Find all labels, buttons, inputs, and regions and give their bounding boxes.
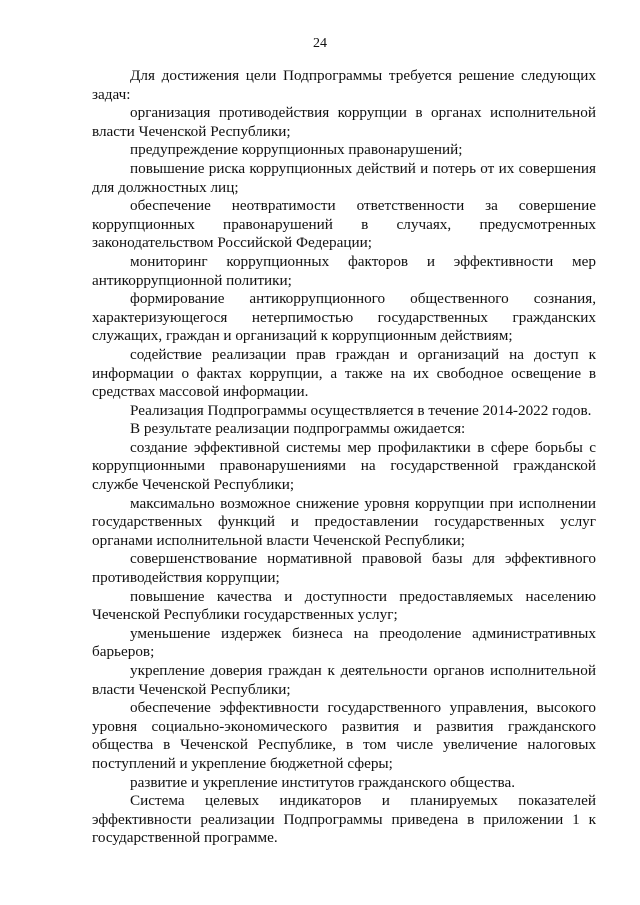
paragraph-result-2: максимально возможное снижение уровня коррупции при исполнении государственных функций и предоставлении государственных услуг органами исполнительной власти Чеченской Республики; (92, 494, 596, 549)
paragraph-result-7: обеспечение эффективности государственного управления, высокого уровня социально-экономического развития и развития гражданского общества в Чеченской Республике, в том числе увеличение налоговых поступлений и укрепление бюджетной сферы; (92, 699, 596, 772)
paragraph-task-3: повышение риска коррупционных действий и потерь от их совершения для должностных лиц; (92, 159, 596, 196)
paragraph-result-5: уменьшение издержек бизнеса на преодоление административных барьеров; (92, 624, 596, 661)
paragraph-task-1: организация противодействия коррупции в органах исполнительной власти Чеченской Республики; (92, 104, 596, 140)
paragraph-task-5: мониторинг коррупционных факторов и эффективности мер антикоррупционной политики; (92, 252, 596, 289)
paragraph-result-6: укрепление доверия граждан к деятельности органов исполнительной власти Чеченской Республики; (92, 662, 596, 698)
paragraph-result-3: совершенствование нормативной правовой базы для эффективного противодействия коррупции; (92, 550, 596, 587)
paragraph-task-4: обеспечение неотвратимости ответственности за совершение коррупционных правонарушений в случаях, предусмотренных законодательством Российской Федерации; (92, 197, 596, 252)
paragraph-period: Реализация Подпрограммы осуществляется в течение 2014-2022 годов. (130, 401, 592, 419)
paragraph-result-8: развитие и укрепление институтов гражданского общества. (130, 773, 516, 791)
paragraph-indicators: Система целевых индикаторов и планируемых показателей эффективности реализации Подпрограммы приведена в приложении 1 к государственной программе. (92, 792, 596, 847)
paragraph-result-4: повышение качества и доступности предоставляемых населению Чеченской Республики государственных услуг; (92, 587, 596, 624)
page-number: 24 (313, 36, 327, 51)
paragraph-results-intro: В результате реализации подпрограммы ожидается: (130, 420, 466, 438)
paragraph-task-2: предупреждение коррупционных правонарушений; (130, 141, 463, 159)
paragraph-task-6: формирование антикоррупционного общественного сознания, характеризующегося нетерпимостью государственных гражданских служащих, граждан и организаций к коррупционным действиям; (92, 290, 596, 345)
paragraph-result-1: создание эффективной системы мер профилактики в сфере борьбы с коррупционными правонарушениями на государственной гражданской службе Чеченской Республики; (92, 438, 596, 494)
paragraph-goal-intro: Для достижения цели Подпрограммы требуется решение следующих задач: (92, 67, 596, 103)
paragraph-task-7: содействие реализации прав граждан и организаций на доступ к информации о фактах коррупции, а также на их свободное освещение в средствах массовой информации. (92, 345, 596, 401)
document-body (92, 67, 596, 848)
